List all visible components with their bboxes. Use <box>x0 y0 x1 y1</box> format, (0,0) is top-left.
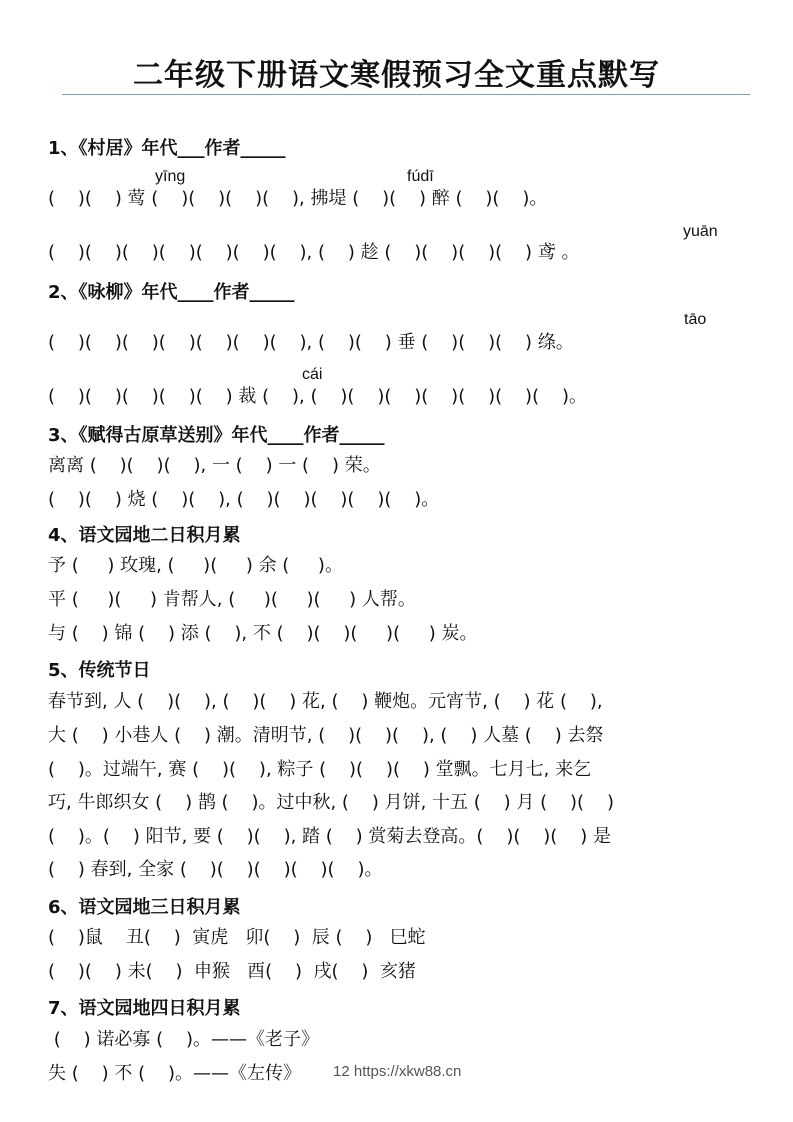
fill-in-line: 巧, 牛郎织女 ( ) 鹊 ( )。过中秋, ( ) 月饼, 十五 ( ) 月 ( )( ) <box>48 792 614 813</box>
pinyin-annotation: fúdī <box>407 168 434 185</box>
fill-in-line: ( ) 诺必寡 ( )。——《老子》 <box>48 1029 320 1050</box>
title-divider <box>62 94 750 95</box>
fill-in-line: 离离 ( )( )( ), 一 ( ) 一 ( ) 荣。 <box>48 455 381 476</box>
section-heading: 2、《咏柳》年代____作者_____ <box>48 282 295 303</box>
fill-in-line: ( )( ) 未( ) 申猴 酉( ) 戌( ) 亥猪 <box>48 961 416 982</box>
pinyin-annotation: yuān <box>683 223 718 240</box>
fill-in-line: 失 ( ) 不 ( )。——《左传》 <box>48 1063 302 1084</box>
section-heading: 3、《赋得古原草送别》年代____作者_____ <box>48 425 385 446</box>
section-heading: 6、语文园地三日积月累 <box>48 897 241 918</box>
fill-in-line: 大 ( ) 小巷人 ( ) 潮。清明节, ( )( )( ), ( ) 人墓 ( ) 去祭 <box>48 725 604 746</box>
section-heading: 7、语文园地四日积月累 <box>48 998 241 1019</box>
fill-in-line: ( )。过端午, 赛 ( )( ), 粽子 ( )( )( ) 堂飘。七月七, 来乞 <box>48 759 592 780</box>
section-heading: 5、传统节日 <box>48 660 151 681</box>
fill-in-line: ( )( ) 莺 ( )( )( )( ), 拂堤 ( )( ) 醉 ( )( )。 <box>48 188 548 209</box>
fill-in-line: 予 ( ) 玫瑰, ( )( ) 余 ( )。 <box>48 555 343 576</box>
section-heading: 4、语文园地二日积月累 <box>48 525 241 546</box>
pinyin-annotation: cái <box>302 366 323 383</box>
pinyin-annotation: tāo <box>684 311 707 328</box>
section-heading: 1、《村居》年代___作者_____ <box>48 138 286 159</box>
fill-in-line: ( )( )( )( )( )( )( ), ( ) 趁 ( )( )( )( ) 鸢 。 <box>48 242 580 263</box>
fill-in-line: 春节到, 人 ( )( ), ( )( ) 花, ( ) 鞭炮。元宵节, ( ) 花 ( ), <box>48 691 603 712</box>
fill-in-line: ( )鼠 丑( ) 寅虎 卯( ) 辰 ( ) 巳蛇 <box>48 927 426 948</box>
page-footer-url: 12 https://xkw88.cn <box>333 1063 462 1080</box>
pinyin-annotation: yīng <box>155 168 186 185</box>
fill-in-line: 平 ( )( ) 肯帮人, ( )( )( ) 人帮。 <box>48 589 416 610</box>
page-title: 二年级下册语文寒假预习全文重点默写 <box>133 58 660 93</box>
fill-in-line: ( ) 春到, 全家 ( )( )( )( )( )。 <box>48 859 383 880</box>
fill-in-line: ( )( )( )( )( ) 裁 ( ), ( )( )( )( )( )( )( )。 <box>48 386 587 407</box>
fill-in-line: ( )( )( )( )( )( )( ), ( )( ) 垂 ( )( )( ) 绦。 <box>48 332 574 353</box>
fill-in-line: 与 ( ) 锦 ( ) 添 ( ), 不 ( )( )( )( ) 炭。 <box>48 623 478 644</box>
fill-in-line: ( )( ) 烧 ( )( ), ( )( )( )( )( )。 <box>48 489 440 510</box>
fill-in-line: ( )。( ) 阳节, 要 ( )( ), 踏 ( ) 赏菊去登高。( )( )( ) 是 <box>48 826 611 847</box>
